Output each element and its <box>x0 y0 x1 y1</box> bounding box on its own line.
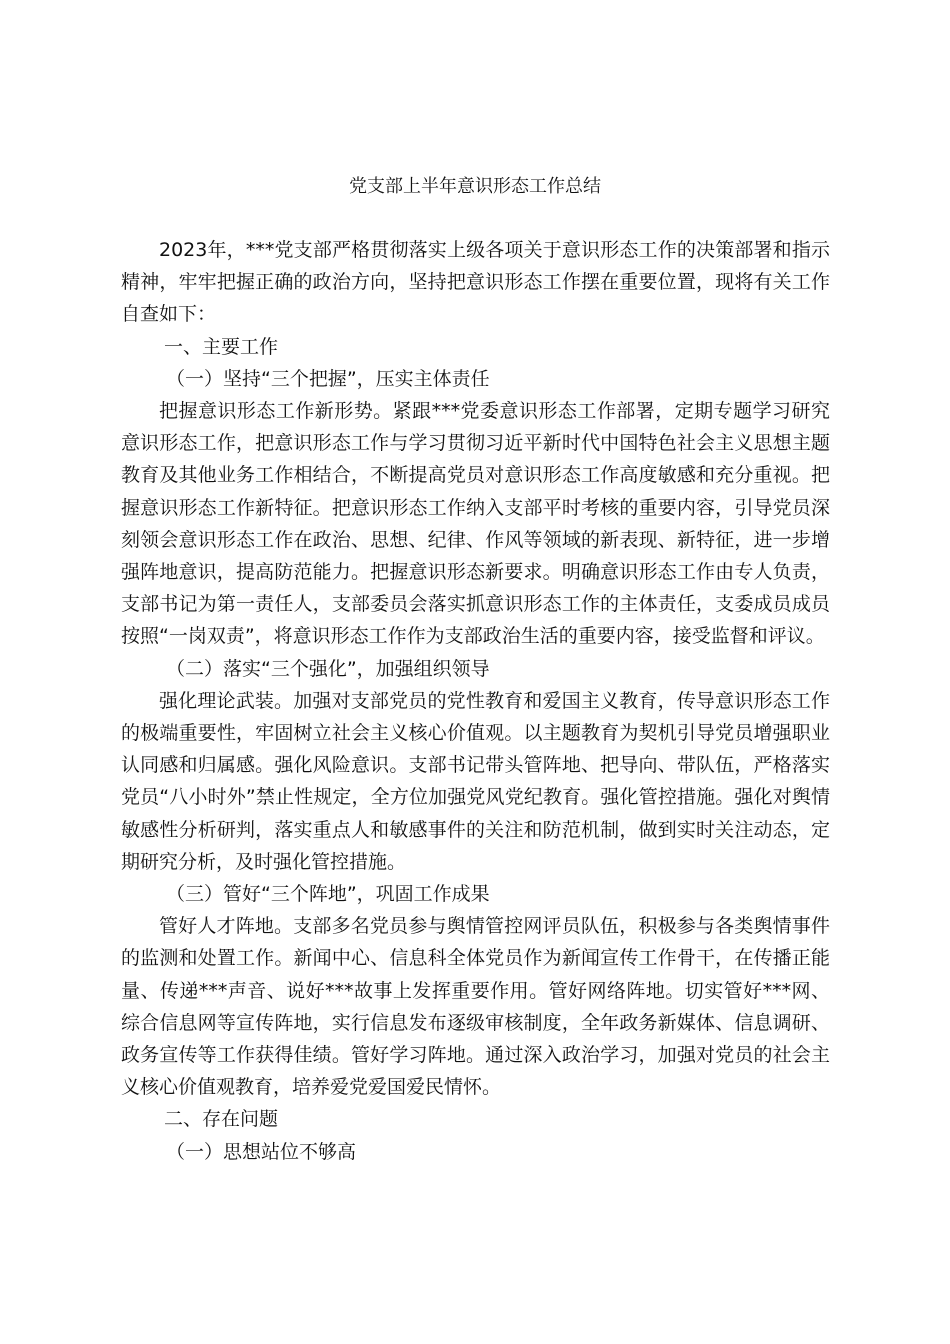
paragraph-body-1: 把握意识形态工作新形势。紧跟***党委意识形态工作部署，定期专题学习研究意识形态工作，把意识形态工作与学习贯彻习近平新时代中国特色社会主义思想主题教育及其他业务工作相结合，不断提高党员对意识形态工作高度敏感和充分重视。把握意识形态工作新特征。把意识形态工作纳入支部平时考核的重要内容，引导党员深刻领会意识形态工作在政治、思想、纪律、作风等领域的新表现、新特征，进一步增强阵地意识，提高防范能力。把握意识形态新要求。明确意识形态工作由专人负责，支部书记为第一责任人，支部委员会落实抓意识形态工作的主体责任，支委成员成员按照“一岗双责”，将意识形态工作作为支部政治生活的重要内容，接受监督和评议。 <box>121 400 830 648</box>
paragraph-body-3: 管好人才阵地。支部多名党员参与舆情管控网评员队伍，积极参与各类舆情事件的监测和处置工作。新闻中心、信息科全体党员作为新闻宣传工作骨干，在传播正能量、传递***声音、说好***故事上发挥重要作用。管好网络阵地。切实管好***网、综合信息网等宣传阵地，实行信息发布逐级审核制度，全年政务新媒体、信息调研、政务宣传等工作获得佳绩。管好学习阵地。通过深入政治学习，加强对党员的社会主义核心价值观教育，培养爱党爱国爱民情怀。 <box>121 915 830 1099</box>
document-body <box>121 234 830 1168</box>
subsection-heading-2: （二）落实“三个强化”，加强组织领导 <box>166 657 490 680</box>
subsection-heading-1: （一）坚持“三个把握”，压实主体责任 <box>166 367 490 390</box>
subsection-heading-3: （三）管好“三个阵地”，巩固工作成果 <box>166 883 490 906</box>
paragraph-intro: 2023年，***党支部严格贯彻落实上级各项关于意识形态工作的决策部署和指示精神，牢牢把握正确的政治方向，坚持把意识形态工作摆在重要位置，现将有关工作自查如下： <box>121 239 830 326</box>
subsection-heading-4: （一）思想站位不够高 <box>166 1140 357 1163</box>
paragraph-body-2: 强化理论武装。加强对支部党员的党性教育和爱国主义教育，传导意识形态工作的极端重要性，牢固树立社会主义核心价值观。以主题教育为契机引导党员增强职业认同感和归属感。强化风险意识。支部书记带头管阵地、把导向、带队伍，严格落实党员“八小时外”禁止性规定，全方位加强党风党纪教育。强化管控措施。强化对舆情敏感性分析研判，落实重点人和敏感事件的关注和防范机制，做到实时关注动态，定期研究分析，及时强化管控措施。 <box>121 689 830 873</box>
section-heading-problems: 二、存在问题 <box>164 1108 279 1131</box>
document-title: 党支部上半年意识形态工作总结 <box>349 176 601 197</box>
section-heading-main-work: 一、主要工作 <box>164 335 279 358</box>
